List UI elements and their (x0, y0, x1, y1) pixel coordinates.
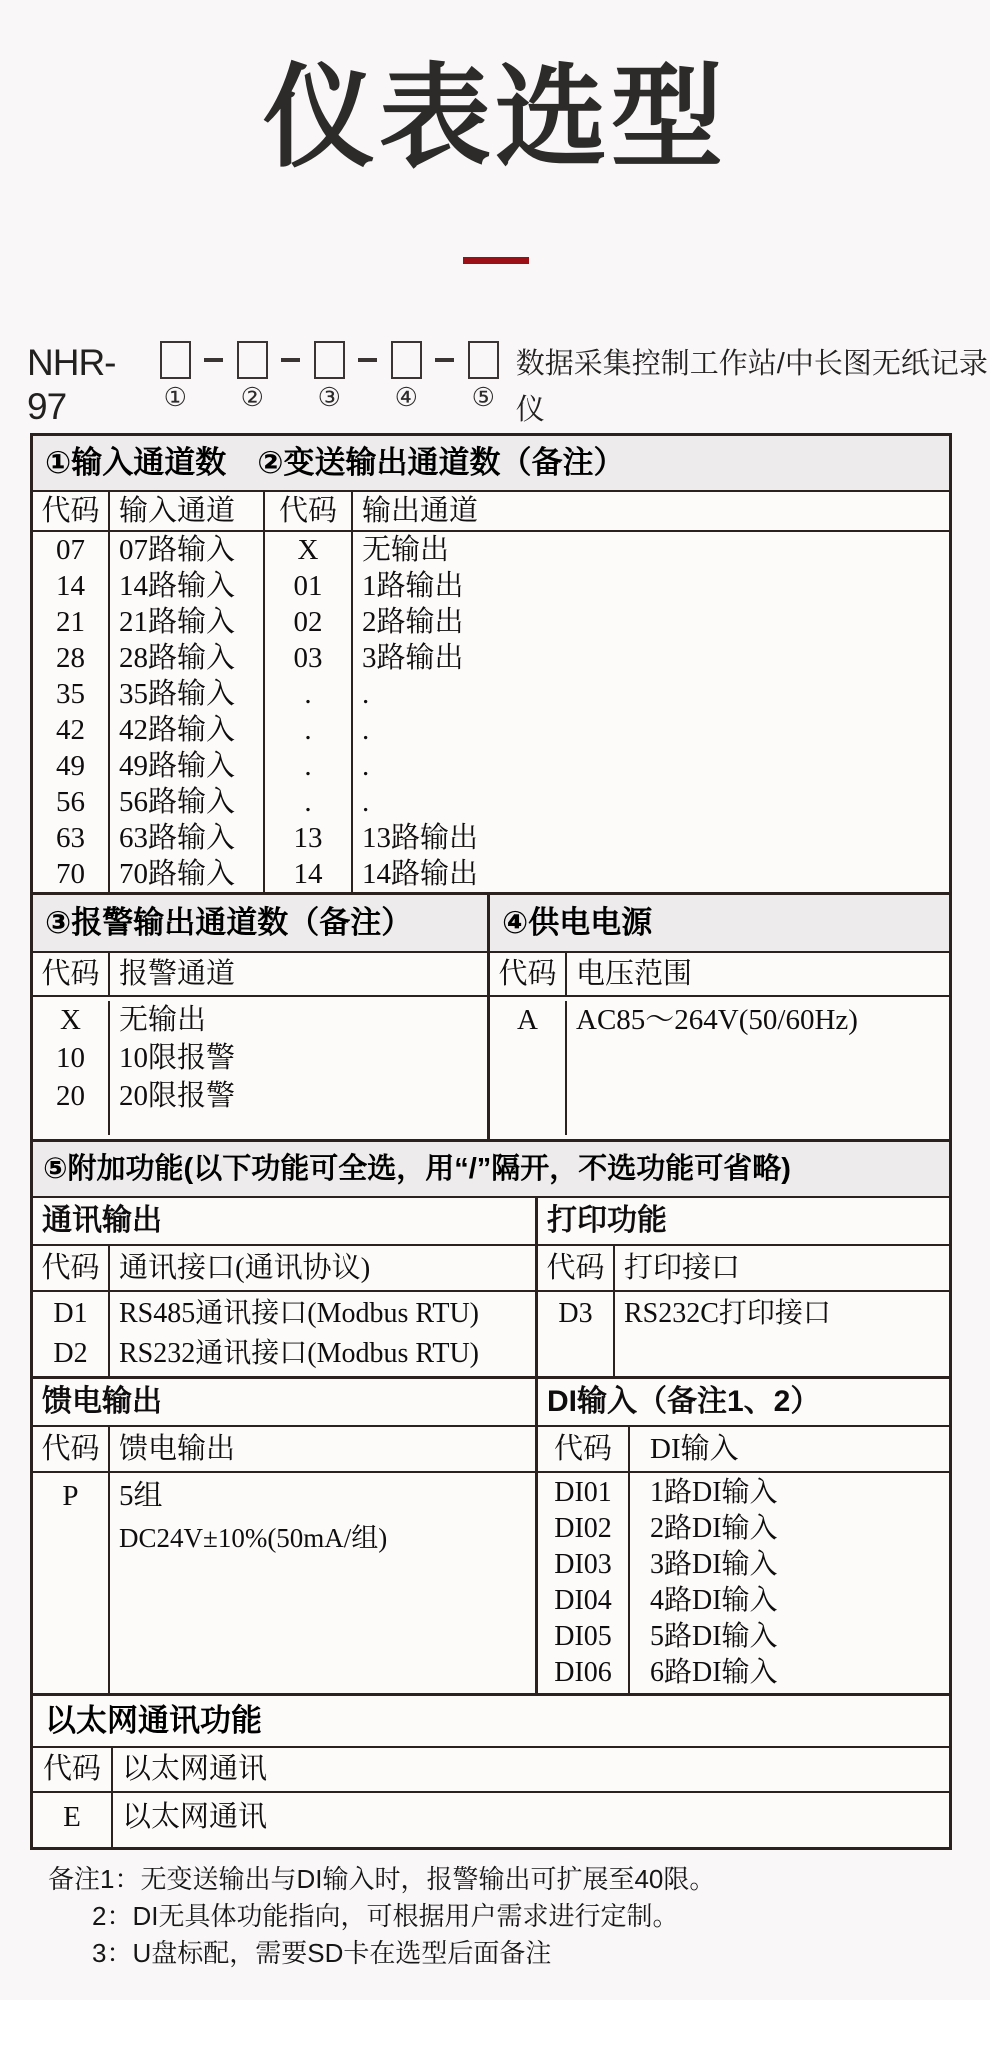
print-column-headers (538, 1246, 949, 1292)
di-label: 4路DI输入 (650, 1585, 778, 1616)
model-description: 数据采集控制工作站/中长图无纸记录仪 (515, 348, 988, 426)
comm-code: D2 (53, 1338, 88, 1369)
feed-power-label: DC24V±10%(50mA/组) (119, 1523, 388, 1553)
section-4-data (490, 997, 949, 1139)
output-channel-label: . (362, 786, 370, 818)
di-label-column (630, 1473, 949, 1693)
col-header-code: 代码 (33, 1246, 110, 1290)
section-5-subtitles-row1 (33, 1198, 949, 1246)
title-accent-dash (463, 257, 529, 264)
output-channel-code: . (304, 678, 312, 710)
model-position-number: ⑤ (471, 383, 495, 412)
feed-power-code: P (62, 1480, 79, 1512)
di-label: 5路DI输入 (650, 1621, 778, 1652)
print-label: RS232C打印接口 (624, 1298, 831, 1329)
comm-label: RS485通讯接口(Modbus RTU) (119, 1298, 480, 1329)
model-position-number: ② (240, 383, 264, 412)
input-channel-code: 42 (56, 714, 85, 746)
model-code-position (391, 341, 422, 412)
feed-power-column-headers (33, 1427, 538, 1473)
section-3-alarm-output (33, 895, 490, 1139)
comm-code-column (33, 1292, 110, 1376)
input-channel-code: 56 (56, 786, 85, 818)
power-label-column (567, 1001, 949, 1135)
col-header-feed-power: 馈电输出 (119, 1433, 236, 1465)
comm-output-title: 通讯输出 (33, 1198, 538, 1244)
input-channel-label: 14路输入 (119, 570, 236, 602)
section-5-colheaders-row2 (33, 1427, 949, 1473)
print-data (538, 1292, 949, 1376)
section-1-2-data (33, 532, 949, 892)
print-function-title: 打印功能 (547, 1204, 667, 1237)
col-header-output-channel: 输出通道 (362, 495, 479, 527)
col-header-code: 代码 (33, 953, 110, 995)
col-header-print-interface: 打印接口 (624, 1252, 741, 1284)
comm-column-headers (33, 1246, 538, 1292)
ethernet-code: E (63, 1801, 81, 1833)
section-3-data (33, 997, 487, 1139)
alarm-label: 20限报警 (119, 1080, 236, 1112)
feed-power-label: 5组 (119, 1480, 163, 1512)
di-code: DI03 (554, 1549, 612, 1580)
di-data (538, 1473, 949, 1693)
col-header-input-channel: 输入通道 (110, 492, 265, 530)
col-header-ethernet: 以太网通讯 (122, 1753, 268, 1785)
col-header-code: 代码 (538, 1246, 615, 1290)
section-5-header: ⑤附加功能(以下功能可全选，用“/”隔开，不选功能可省略) (33, 1139, 949, 1198)
model-code-position (468, 341, 499, 412)
print-code: D3 (558, 1298, 593, 1329)
input-channel-label: 21路输入 (119, 606, 236, 638)
input-code-column (33, 532, 110, 892)
section-3-4 (33, 892, 949, 1139)
model-code-boxes (148, 341, 499, 412)
section-1-2-header: ①输入通道数 ②变送输出通道数（备注） (33, 436, 949, 492)
section-5-subtitles-row2 (33, 1376, 949, 1427)
ethernet-label: 以太网通讯 (122, 1801, 268, 1833)
output-channel-label: 1路输出 (362, 570, 464, 602)
section-3-column-headers (33, 953, 487, 997)
input-channel-code: 35 (56, 678, 85, 710)
section-5-colheaders-row1 (33, 1246, 949, 1292)
col-header-alarm-channel: 报警通道 (119, 958, 236, 990)
model-code-position (314, 341, 345, 412)
print-label-column (615, 1292, 949, 1376)
section-5-data-row1 (33, 1292, 949, 1376)
output-channel-code: 03 (293, 642, 323, 674)
input-label-column (110, 532, 265, 892)
output-channel-label: 2路输出 (362, 606, 464, 638)
di-code: DI01 (554, 1477, 612, 1508)
model-position-number: ③ (317, 383, 341, 412)
comm-label: RS232通讯接口(Modbus RTU) (119, 1338, 480, 1369)
col-header-code: 代码 (33, 1748, 113, 1791)
output-label-column (353, 532, 949, 892)
footnote: 2：DI无具体功能指向，可根据用户需求进行定制。 (92, 1901, 679, 1931)
output-channel-code: . (304, 786, 312, 818)
col-header-comm-interface: 通讯接口(通讯协议) (119, 1252, 371, 1284)
ethernet-data (33, 1793, 949, 1847)
feed-power-data (33, 1473, 538, 1693)
input-channel-code: 07 (56, 534, 85, 566)
di-input-title: DI输入（备注1、2） (547, 1385, 821, 1418)
model-code-box (391, 341, 422, 379)
col-header-code: 代码 (33, 1427, 110, 1471)
col-header-code: 代码 (265, 492, 353, 530)
alarm-code: 10 (56, 1042, 85, 1074)
col-header-code: 代码 (538, 1427, 630, 1471)
col-header-code: 代码 (490, 953, 567, 995)
di-code: DI04 (554, 1585, 612, 1616)
input-channel-label: 28路输入 (119, 642, 236, 674)
alarm-label-column (110, 1001, 487, 1135)
input-channel-label: 63路输入 (119, 822, 236, 854)
input-channel-code: 70 (56, 858, 85, 890)
di-code: DI02 (554, 1513, 612, 1544)
model-code-position (160, 341, 191, 412)
output-channel-code: 01 (293, 570, 323, 602)
output-channel-label: 无输出 (362, 534, 450, 566)
input-channel-label: 56路输入 (119, 786, 236, 818)
output-channel-label: 3路输出 (362, 642, 464, 674)
footnote: 3：U盘标配，需要SD卡在选型后面备注 (92, 1938, 552, 1968)
print-code-column (538, 1292, 615, 1376)
output-channel-label: . (362, 714, 370, 746)
section-4-header: ④供电电源 (490, 895, 949, 953)
comm-label-column (110, 1292, 535, 1376)
section-4-power-supply (490, 895, 949, 1139)
section-1-2-column-headers (33, 492, 949, 532)
output-channel-code: 13 (293, 822, 323, 854)
comm-data (33, 1292, 538, 1376)
bottom-white-strip (0, 2000, 990, 2048)
footnotes (48, 1861, 948, 1972)
comm-code: D1 (53, 1298, 88, 1329)
section-3-header: ③报警输出通道数（备注） (33, 895, 487, 953)
di-label: 1路DI输入 (650, 1477, 778, 1508)
model-position-number: ④ (394, 383, 418, 412)
power-code: A (517, 1004, 538, 1036)
footnote: 备注1：无变送输出与DI输入时，报警输出可扩展至40限。 (48, 1864, 716, 1894)
input-channel-code: 14 (56, 570, 85, 602)
output-code-column (265, 532, 353, 892)
col-header-code: 代码 (33, 492, 110, 530)
input-channel-code: 63 (56, 822, 85, 854)
section-5-data-row2 (33, 1473, 949, 1693)
ethernet-column-headers (33, 1748, 949, 1793)
di-label: 3路DI输入 (650, 1549, 778, 1580)
di-column-headers (538, 1427, 949, 1473)
alarm-code: 20 (56, 1080, 85, 1112)
alarm-code-column (33, 1001, 110, 1135)
input-channel-label: 35路输入 (119, 678, 236, 710)
page-title: 仪表选型 (263, 55, 727, 180)
col-header-di-input: DI输入 (650, 1433, 739, 1465)
col-header-voltage-range: 电压范围 (576, 958, 693, 990)
spec-table (30, 433, 952, 1850)
input-channel-label: 42路输入 (119, 714, 236, 746)
output-channel-code: 02 (293, 606, 323, 638)
power-code-column (490, 1001, 567, 1135)
input-channel-code: 28 (56, 642, 85, 674)
output-channel-code: . (304, 750, 312, 782)
model-code-box (468, 341, 499, 379)
input-channel-label: 49路输入 (119, 750, 236, 782)
alarm-label: 10限报警 (119, 1042, 236, 1074)
di-code: DI06 (554, 1657, 612, 1688)
section-4-column-headers (490, 953, 949, 997)
output-channel-label: . (362, 678, 370, 710)
alarm-code: X (60, 1004, 81, 1036)
di-code: DI05 (554, 1621, 612, 1652)
alarm-label: 无输出 (119, 1004, 207, 1036)
model-position-number: ① (163, 383, 187, 412)
model-code-box (160, 341, 191, 379)
ethernet-code-column (33, 1793, 113, 1847)
output-channel-label: . (362, 750, 370, 782)
output-channel-code: 14 (293, 858, 323, 890)
output-channel-label: 13路输出 (362, 822, 479, 854)
di-label: 6路DI输入 (650, 1657, 778, 1688)
ethernet-label-column (113, 1793, 949, 1847)
input-channel-label: 07路输入 (119, 534, 236, 566)
feed-power-code-column (33, 1473, 110, 1693)
model-code-line (27, 341, 990, 433)
di-code-column (538, 1473, 630, 1693)
feed-power-code (33, 1517, 108, 1559)
input-channel-label: 70路输入 (119, 858, 236, 890)
model-code-position (237, 341, 268, 412)
power-voltage-label: AC85～264V(50/60Hz) (576, 1004, 858, 1036)
feed-power-title: 馈电输出 (33, 1379, 538, 1425)
output-channel-code: X (297, 534, 319, 566)
input-channel-code: 21 (56, 606, 85, 638)
feed-power-label-column (110, 1473, 535, 1693)
model-code-box (237, 341, 268, 379)
output-channel-code: . (304, 714, 312, 746)
ethernet-header: 以太网通讯功能 (33, 1693, 949, 1748)
di-label: 2路DI输入 (650, 1513, 778, 1544)
input-channel-code: 49 (56, 750, 85, 782)
output-channel-label: 14路输出 (362, 858, 479, 890)
model-prefix: NHR-97 (27, 342, 116, 427)
model-code-box (314, 341, 345, 379)
